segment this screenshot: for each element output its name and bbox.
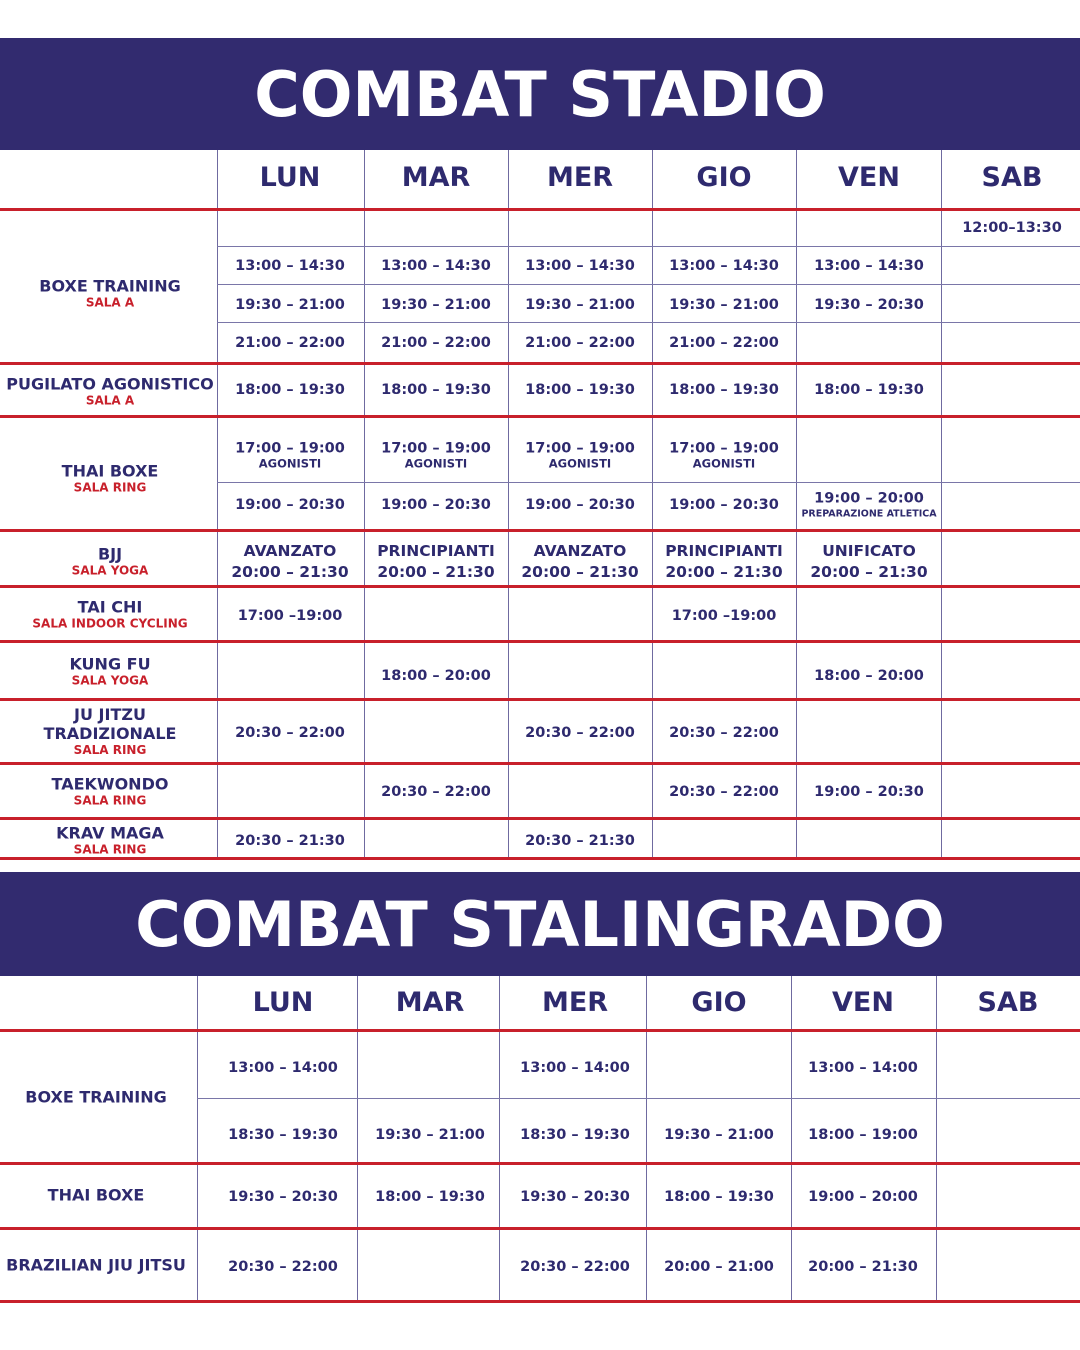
time-slot [669,496,779,514]
activity-label [72,545,149,578]
time-slot [228,1188,338,1206]
time-slot [235,334,345,352]
column-divider [499,976,500,1300]
time-slot [375,1126,485,1144]
time-slot [801,490,936,521]
time-slot [669,381,779,399]
time-range: 20:30 – 22:00 [520,1259,630,1275]
sub-row-separator [217,322,1080,323]
time-range: 20:30 – 22:00 [228,1259,338,1275]
time-slot [231,541,348,583]
row-separator [0,585,1080,588]
slot-note: AGONISTI [404,456,468,471]
activity-name: JU JITZU [74,705,146,724]
time-slot [520,1126,630,1144]
column-divider [197,976,198,1300]
time-range: 18:00 – 19:30 [664,1189,774,1205]
room-label: SALA A [85,393,135,408]
column-divider [508,150,509,858]
day-header-sab: SAB [981,162,1043,193]
activity-name: THAI BOXE [47,1185,145,1205]
day-header-lun: LUN [252,987,314,1018]
time-slot [228,1126,338,1144]
time-slot [672,607,777,625]
time-slot [669,724,779,742]
day-header-lun: LUN [259,162,321,193]
sub-row-separator [217,284,1080,285]
time-slot [808,1258,918,1276]
time-range: 13:00 – 14:30 [525,258,635,274]
activity-name: BOXE TRAINING [25,1087,167,1107]
row-separator [0,1300,1080,1303]
time-range: 13:00 – 14:00 [808,1060,918,1076]
time-slot [669,296,779,314]
time-range: 20:00 – 21:30 [808,1259,918,1275]
time-slot [525,724,635,742]
activity-label [52,775,169,808]
time-slot [814,667,924,685]
time-slot [228,1059,338,1077]
time-slot [525,440,635,471]
activity-label [6,1256,186,1275]
time-slot [381,381,491,399]
time-range: 18:00 – 19:30 [525,382,635,398]
time-range: 17:00 – 19:00 [669,440,779,457]
time-range: 20:00 – 21:30 [377,563,495,581]
column-divider [364,150,365,858]
row-separator [0,1029,1080,1032]
room-label: SALA YOGA [71,673,149,688]
time-range: 17:00 –19:00 [671,608,777,624]
day-header-gio: GIO [696,162,752,193]
stadio-banner [0,38,1080,150]
time-slot [520,1258,630,1276]
activity-label [39,277,181,310]
time-slot [814,783,924,801]
time-slot [381,496,491,514]
column-divider [357,976,358,1300]
time-range: 21:00 – 22:00 [235,335,345,351]
time-range: 20:00 – 21:30 [665,563,783,581]
time-range: 20:00 – 21:30 [521,563,639,581]
time-slot [814,257,924,275]
column-divider [646,976,647,1300]
time-slot [235,440,345,471]
time-range: 18:00 – 19:30 [235,382,345,398]
stalingrado-title: COMBAT STALINGRADO [135,887,945,961]
row-separator [0,1162,1080,1165]
activity-name: PUGILATO AGONISTICO [6,374,214,394]
time-range: 21:00 – 22:00 [381,335,491,351]
time-range: 13:00 – 14:00 [520,1060,630,1076]
column-divider [791,976,792,1300]
time-range: 19:00 – 20:30 [235,497,345,513]
activity-name: BJJ [97,544,123,564]
time-slot [520,1188,630,1206]
time-slot [235,832,345,850]
time-range: 18:00 – 19:30 [375,1189,485,1205]
time-range: 21:00 – 22:00 [525,335,635,351]
row-separator [0,762,1080,765]
time-slot [235,724,345,742]
column-divider [217,150,218,858]
time-slot [525,381,635,399]
time-range: 19:00 – 20:30 [669,497,779,513]
row-separator [0,415,1080,418]
column-divider [796,150,797,858]
activity-label [62,462,159,495]
time-range: 20:30 – 22:00 [669,784,779,800]
activity-label [56,824,164,857]
time-range: 20:30 – 22:00 [669,725,779,741]
time-slot [808,1126,918,1144]
day-header-mer: MER [541,987,609,1018]
row-separator [0,640,1080,643]
time-slot [810,541,927,583]
time-range: 19:30 – 21:00 [375,1127,485,1143]
time-slot [814,381,924,399]
slot-note: PREPARAZIONE ATLETICA [801,508,937,520]
time-slot [664,1258,774,1276]
column-divider [936,976,937,1300]
time-slot [235,257,345,275]
time-slot [235,381,345,399]
day-header-mar: MAR [395,987,465,1018]
activity-name: BRAZILIAN JIU JITSU [6,1255,186,1275]
slot-note: AGONISTI [258,456,322,471]
time-range: 18:00 – 20:00 [814,668,924,684]
time-slot [381,667,491,685]
time-range: 13:00 – 14:30 [381,258,491,274]
time-range: 18:00 – 20:00 [381,668,491,684]
time-range: 21:00 – 22:00 [669,335,779,351]
room-label: SALA YOGA [71,563,149,578]
time-slot [238,607,343,625]
time-range: 17:00 – 19:00 [235,440,345,457]
time-range: 17:00 –19:00 [237,608,343,624]
class-level: AVANZATO [243,542,337,560]
activity-name: THAI BOXE [61,461,159,481]
time-range: 20:00 – 21:00 [664,1259,774,1275]
column-divider [941,150,942,858]
time-slot [235,496,345,514]
time-range: 19:30 – 21:00 [381,297,491,313]
time-slot [664,1188,774,1206]
day-header-mer: MER [546,162,614,193]
time-range: 19:00 – 20:00 [814,490,924,507]
time-range: 19:30 – 20:30 [520,1189,630,1205]
time-slot [525,257,635,275]
column-divider [652,150,653,858]
time-slot [665,541,783,583]
time-slot [669,334,779,352]
slot-note: AGONISTI [692,456,756,471]
time-slot [521,541,638,583]
time-slot [381,334,491,352]
day-header-mar: MAR [401,162,471,193]
time-range: 19:30 – 20:30 [814,297,924,313]
day-header-ven: VEN [838,162,900,193]
time-range: 19:30 – 20:30 [228,1189,338,1205]
time-slot [814,296,924,314]
time-range: 18:00 – 19:30 [669,382,779,398]
time-range: 19:00 – 20:00 [808,1189,918,1205]
time-range: 18:00 – 19:30 [381,382,491,398]
sub-row-separator [197,1098,1080,1099]
time-range: 19:30 – 21:00 [664,1127,774,1143]
day-header-ven: VEN [832,987,894,1018]
time-slot [664,1126,774,1144]
time-range: 20:30 – 21:30 [235,833,345,849]
stadio-title: COMBAT STADIO [254,57,826,131]
time-slot [669,440,779,471]
time-range: 13:00 – 14:30 [814,258,924,274]
activity-name: TAEKWONDO [51,774,169,794]
time-slot [381,440,491,471]
time-range: 12:00–13:30 [962,220,1062,236]
activity-label [44,705,177,757]
time-range: 19:30 – 21:00 [525,297,635,313]
room-label: SALA RING [73,842,147,857]
activity-label [6,375,213,408]
time-range: 20:00 – 21:30 [810,563,928,581]
time-slot [377,541,495,583]
activity-name: KRAV MAGA [56,823,164,843]
activity-name: KUNG FU [69,654,151,674]
time-slot [381,257,491,275]
row-separator [0,817,1080,820]
time-range: 17:00 – 19:00 [381,440,491,457]
room-label: SALA RING [73,743,147,757]
time-range: 17:00 – 19:00 [525,440,635,457]
class-level: PRINCIPIANTI [665,542,783,560]
time-slot [525,832,635,850]
time-range: 20:30 – 22:00 [235,725,345,741]
class-level: UNIFICATO [822,542,916,560]
row-separator [0,857,1080,860]
class-level: PRINCIPIANTI [377,542,495,560]
time-slot [669,783,779,801]
time-range: 19:00 – 20:30 [381,497,491,513]
time-range: 20:00 – 21:30 [231,563,349,581]
row-separator [0,362,1080,365]
activity-name-line2: TRADIZIONALE [43,724,177,743]
time-range: 19:30 – 21:00 [669,297,779,313]
time-range: 20:30 – 22:00 [525,725,635,741]
activity-label [69,655,150,688]
activity-name: BOXE TRAINING [39,276,181,296]
time-slot [228,1258,338,1276]
class-level: AVANZATO [533,542,627,560]
time-range: 13:00 – 14:30 [669,258,779,274]
time-range: 18:00 – 19:30 [814,382,924,398]
time-range: 20:30 – 22:00 [381,784,491,800]
row-separator [0,1227,1080,1230]
time-slot [381,296,491,314]
time-range: 19:00 – 20:30 [814,784,924,800]
time-slot [235,296,345,314]
room-label: SALA RING [73,480,147,495]
time-slot [525,296,635,314]
row-separator [0,529,1080,532]
time-slot [375,1188,485,1206]
activity-name: TAI CHI [77,597,143,617]
time-range: 13:00 – 14:30 [235,258,345,274]
time-range: 19:30 – 21:00 [235,297,345,313]
time-slot [381,783,491,801]
row-separator [0,698,1080,701]
time-slot [525,334,635,352]
time-slot [525,496,635,514]
activity-label [25,1088,167,1107]
room-label: SALA RING [73,793,147,808]
sub-row-separator [217,482,1080,483]
time-slot [808,1188,918,1206]
time-range: 18:30 – 19:30 [520,1127,630,1143]
room-label: SALA INDOOR CYCLING [32,616,188,631]
sub-row-separator [217,246,1080,247]
slot-note: AGONISTI [548,456,612,471]
time-range: 20:30 – 21:30 [525,833,635,849]
time-slot [962,219,1062,237]
time-slot [669,257,779,275]
time-range: 13:00 – 14:00 [228,1060,338,1076]
activity-label [48,1186,145,1205]
time-slot [520,1059,630,1077]
time-range: 18:30 – 19:30 [228,1127,338,1143]
time-range: 18:00 – 19:00 [808,1127,918,1143]
activity-label [32,598,187,631]
stalingrado-banner [0,872,1080,976]
day-header-gio: GIO [691,987,747,1018]
time-slot [808,1059,918,1077]
time-range: 19:00 – 20:30 [525,497,635,513]
row-separator [0,208,1080,211]
day-header-sab: SAB [977,987,1039,1018]
room-label: SALA A [85,295,135,310]
